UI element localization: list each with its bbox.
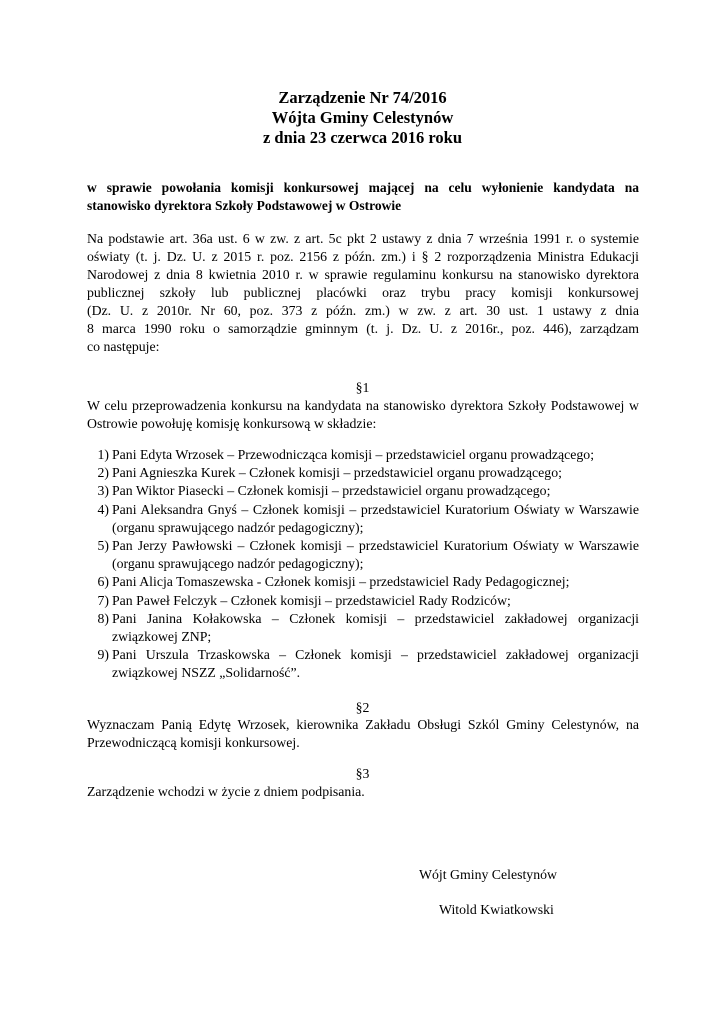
list-item — [87, 482, 639, 500]
legal-basis-line: Na podstawie art. 36a ust. 6 w zw. z art. 5c pkt 2 ustawy z dnia 7 września 1991 r. o systemie — [87, 231, 639, 246]
section-1-mark: §1 — [355, 380, 370, 395]
section-2-mark: §2 — [355, 700, 370, 715]
section-2-text: Wyznaczam Panią Edytę Wrzosek, kierownika Zakładu Obsługi Szkól Gminy Celestynów, na Przewodniczącą komisji konkursowej. — [87, 717, 639, 750]
list-item-number: 8) — [97, 610, 109, 626]
list-item-number: 9) — [97, 647, 109, 663]
list-item-number: 6) — [97, 574, 109, 590]
list-item-text: Pani Agnieszka Kurek – Członek komisji – przedstawiciel organu prowadzącego; — [112, 465, 562, 481]
list-item-number: 1) — [97, 447, 109, 462]
list-item — [87, 537, 639, 573]
list-item-text: Pan Jerzy Pawłowski – Członek komisji – przedstawiciel Kuratorium Oświaty w Warszawie (organu sprawującego nadzór pedagogiczny); — [112, 538, 639, 572]
list-item-text: Pani Janina Kołakowska – Członek komisji – przedstawiciel zakładowej organizacji związkowej ZNP; — [112, 610, 639, 645]
list-item-text: Pan Wiktor Piasecki – Członek komisji – przedstawiciel organu prowadzącego; — [112, 483, 551, 499]
list-item — [87, 610, 639, 646]
signatory-title: Wójt Gminy Celestynów — [419, 867, 557, 882]
list-item-text: Pani Urszula Trzaskowska – Członek komisji – przedstawiciel zakładowej organizacji związkowej NSZZ „Solidarność”. — [112, 647, 639, 681]
list-item — [87, 646, 639, 682]
list-item — [87, 501, 639, 537]
document-issuer: Wójta Gminy Celestynów — [271, 108, 454, 127]
list-item-number: 4) — [97, 501, 109, 517]
legal-basis-paragraph — [87, 230, 639, 356]
list-item-text: Pan Paweł Felczyk – Członek komisji – przedstawiciel Rady Rodziców; — [112, 592, 511, 608]
list-item — [87, 464, 639, 482]
list-item — [87, 446, 639, 464]
list-item-number: 2) — [97, 465, 109, 481]
document-date: z dnia 23 czerwca 2016 roku — [262, 128, 463, 147]
section-1-intro: W celu przeprowadzenia konkursu na kandydata na stanowisko dyrektora Szkoły Podstawowej w Ostrowie powołuję komisję konkursową w składzie: — [87, 398, 639, 431]
committee-members-list — [87, 446, 639, 683]
legal-basis-line: Narodowej z dnia 8 kwietnia 2010 r. w sprawie regulaminu konkursu na stanowisko dyrektora — [87, 267, 639, 282]
list-item-text: Pani Edyta Wrzosek – Przewodnicząca komisji – przedstawiciel organu prowadzącego; — [112, 447, 595, 462]
list-item — [87, 592, 639, 610]
list-item-text: Pani Aleksandra Gnyś – Członek komisji – przedstawiciel Kuratorium Oświaty w Warszawie (organu sprawującego nadzór pedagogiczny); — [112, 501, 639, 535]
list-item-number: 5) — [97, 538, 109, 554]
list-item-text: Pani Alicja Tomaszewska - Członek komisji – przedstawiciel Rady Pedagogicznej; — [112, 574, 570, 590]
legal-basis-line: co następuje: — [87, 339, 160, 354]
list-item-number: 3) — [97, 483, 109, 499]
signatory-name: Witold Kwiatkowski — [439, 902, 554, 917]
section-3-mark: §3 — [355, 766, 370, 781]
document-subject: w sprawie powołania komisji konkursowej mającej na celu wyłonienie kandydata na stanowisko dyrektora Szkoły Podstawowej w Ostrowie — [87, 180, 639, 213]
legal-basis-line: oświaty (t. j. Dz. U. z 2015 r. poz. 2156 z późn. zm.) i § 2 rozporządzenia Ministra Edukacji — [87, 249, 639, 264]
legal-basis-line: 8 marca 1990 roku o samorządzie gminnym (t. j. Dz. U. z 2016r., poz. 446), zarządzam — [87, 321, 639, 336]
document-title: Zarządzenie Nr 74/2016 — [278, 88, 447, 107]
legal-basis-line: publicznej szkoły lub publicznej placówki oraz trybu pracy komisji konkursowej — [87, 285, 639, 300]
legal-basis-line: (Dz. U. z 2010r. Nr 60, poz. 373 z późn. zm.) w zw. z art. 30 ust. 1 ustawy z dnia — [87, 303, 639, 318]
section-3-text: Zarządzenie wchodzi w życie z dniem podpisania. — [87, 784, 365, 799]
list-item-number: 7) — [97, 592, 109, 608]
list-item — [87, 573, 639, 591]
